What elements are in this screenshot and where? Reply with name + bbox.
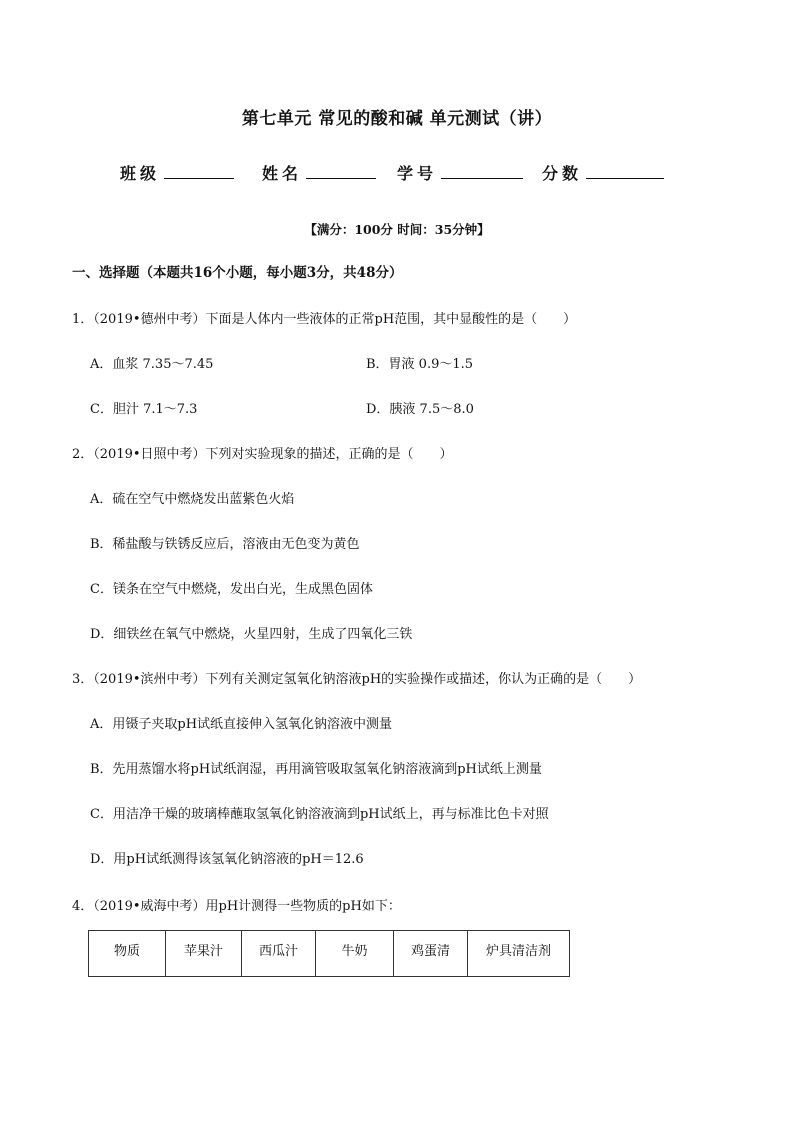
ph-table <box>88 930 570 977</box>
question-1-option-b: B．胃液 0.9～1.5 <box>366 357 474 372</box>
table-cell: 鸡蛋清 <box>394 931 468 977</box>
student-id-blank <box>441 162 523 179</box>
question-1-option-a: A．血浆 7.35～7.45 <box>90 357 214 372</box>
score-blank <box>586 162 664 179</box>
section-title: 一、选择题（本题共16个小题，每小题3分，共48分） <box>72 265 403 281</box>
class-blank <box>164 162 234 179</box>
table-cell: 炉具清洁剂 <box>468 931 570 977</box>
exam-meta: 【满分：100分 时间：35分钟】 <box>304 222 490 237</box>
question-1-option-c: C．胆汁 7.1～7.3 <box>90 402 198 417</box>
table-cell: 苹果汁 <box>166 931 242 977</box>
question-3-option-a: A．用镊子夹取pH试纸直接伸入氢氧化钠溶液中测量 <box>90 717 393 732</box>
score-label: 分数 <box>542 164 583 183</box>
table-row <box>89 931 570 977</box>
student-id-label: 学号 <box>397 164 438 183</box>
class-field <box>120 161 234 184</box>
question-2-option-a: A．硫在空气中燃烧发出蓝紫色火焰 <box>90 492 295 507</box>
question-1-option-d: D．胰液 7.5～8.0 <box>366 402 474 417</box>
student-id-field <box>397 161 523 184</box>
name-field <box>262 161 376 184</box>
question-4-stem: 4．（2019•威海中考）用pH计测得一些物质的pH如下： <box>72 899 401 914</box>
question-1-stem: 1．（2019•德州中考）下面是人体内一些液体的正常pH范围，其中显酸性的是（ ） <box>72 312 577 327</box>
table-cell: 西瓜汁 <box>242 931 316 977</box>
name-label: 姓名 <box>262 164 303 183</box>
page-title: 第七单元 常见的酸和碱 单元测试（讲） <box>241 109 553 129</box>
question-2-option-d: D．细铁丝在氧气中燃烧，火星四射，生成了四氧化三铁 <box>90 627 413 642</box>
question-2-stem: 2．（2019•日照中考）下列对实验现象的描述，正确的是（ ） <box>72 447 453 462</box>
question-2-option-b: B．稀盐酸与铁锈反应后，溶液由无色变为黄色 <box>90 537 360 552</box>
name-blank <box>306 162 376 179</box>
class-label: 班级 <box>120 164 161 183</box>
question-3-option-d: D．用pH试纸测得该氢氧化钠溶液的pH＝12.6 <box>90 852 364 867</box>
question-3-stem: 3．（2019•滨州中考）下列有关测定氢氧化钠溶液pH的实验操作或描述，你认为正确的是（ ） <box>72 672 642 687</box>
student-info-row <box>120 161 690 191</box>
score-field <box>542 161 664 184</box>
question-3-option-c: C．用洁净干燥的玻璃棒蘸取氢氧化钠溶液滴到pH试纸上，再与标准比色卡对照 <box>90 807 549 822</box>
table-cell: 物质 <box>89 931 166 977</box>
question-3-option-b: B．先用蒸馏水将pH试纸润湿，再用滴管吸取氢氧化钠溶液滴到pH试纸上测量 <box>90 762 542 777</box>
table-cell: 牛奶 <box>316 931 394 977</box>
question-2-option-c: C．镁条在空气中燃烧，发出白光，生成黑色固体 <box>90 582 373 597</box>
